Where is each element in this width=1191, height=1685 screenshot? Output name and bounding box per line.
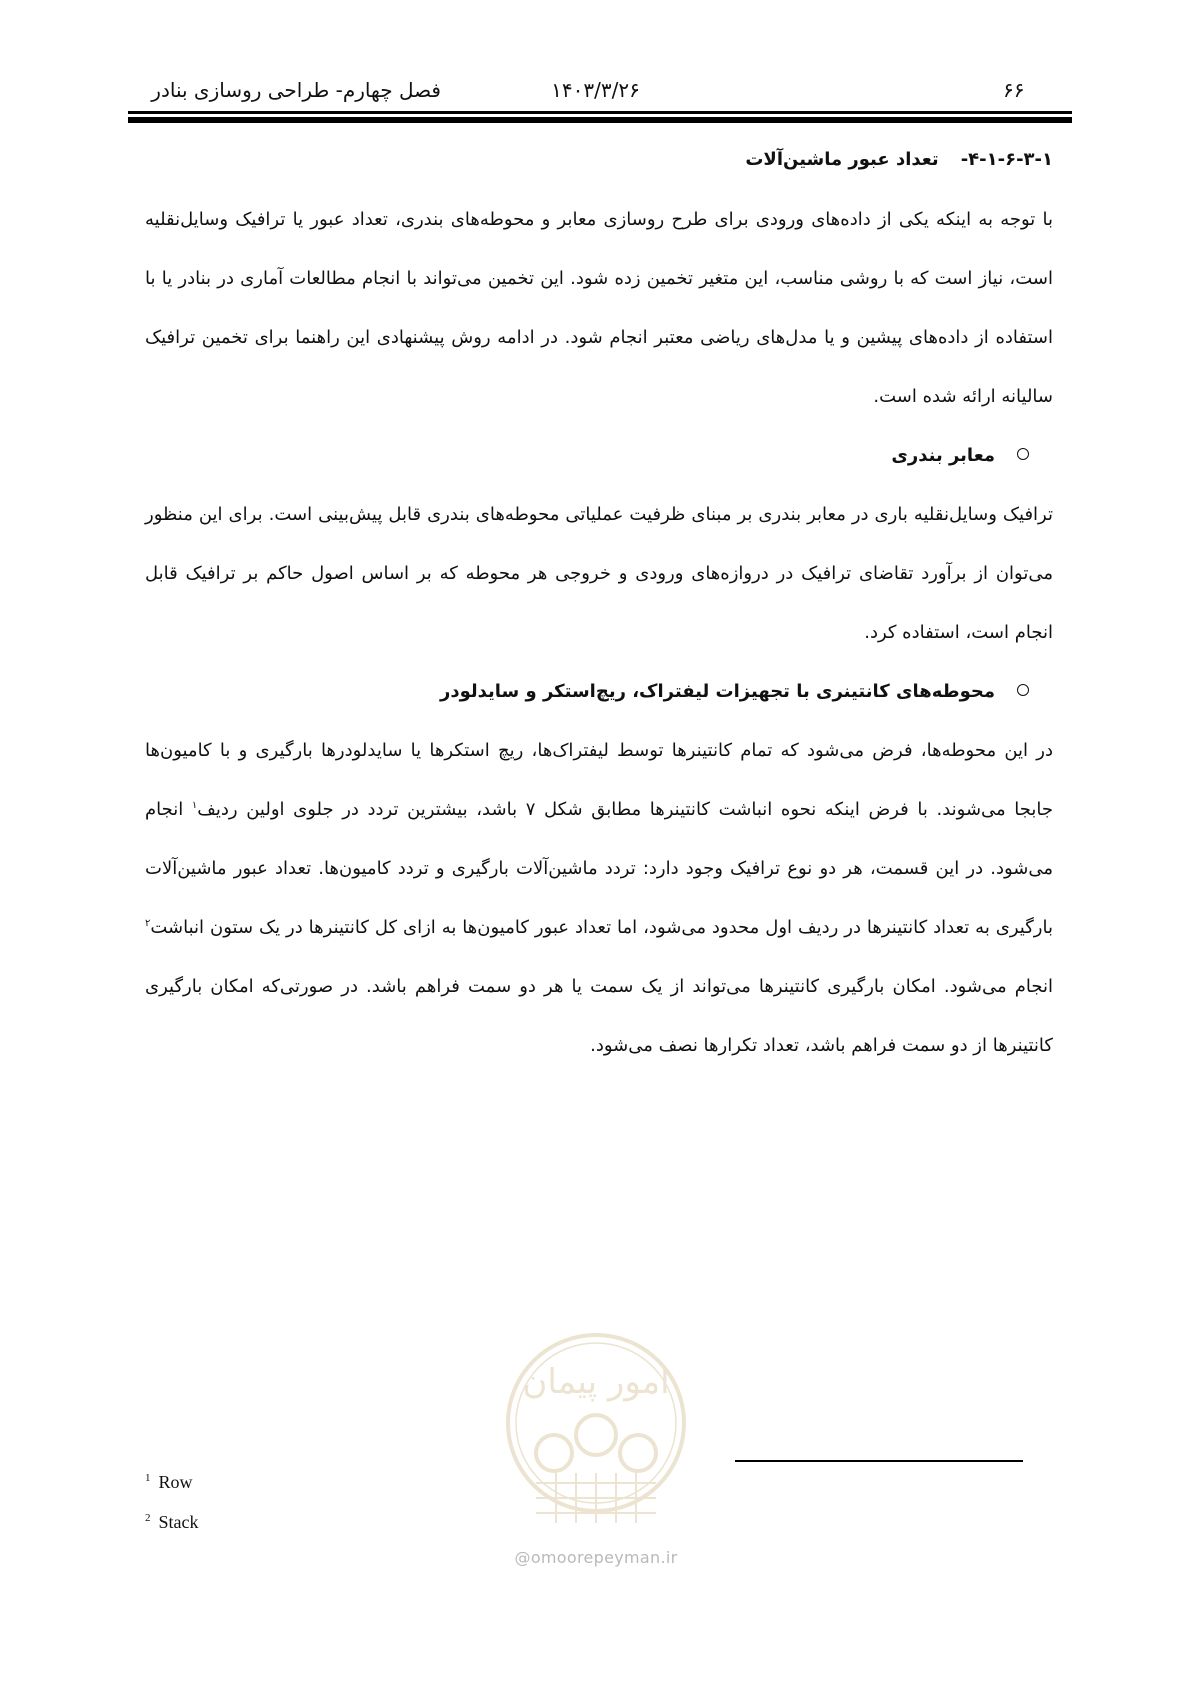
watermark-logo-icon	[496, 1323, 696, 1543]
header-page-number: ۶۶	[1003, 78, 1025, 102]
footnote-separator	[735, 1460, 1023, 1462]
body-content	[145, 142, 1053, 1075]
paragraph-text: انجام می‌شود. امکان بارگیری کانتینرها می‌تواند از یک سمت یا هر دو سمت فراهم باشد. در صورتی‌که امکان بارگیری کانتینرها از دو سمت فراهم باشد، تعداد تکرارها نصف می‌شود.	[145, 976, 1053, 1056]
bullet-title: معابر بندری	[891, 445, 995, 466]
header-rule-thin	[128, 111, 1072, 114]
bullet-container-yards	[145, 663, 1053, 721]
section-heading	[145, 142, 1053, 178]
paragraph-text: در این محوطه‌ها، فرض می‌شود که تمام کانتینرها توسط لیفتراک‌ها، ریچ استکرها یا سایدلودرها بارگیری و با کامیون‌ها جابجا می‌شوند. با فرض اینکه نحوه انباشت کانتینرها مطابق شکل ۷ باشد، بیشترین تردد در جلوی اولین ردیف	[145, 740, 1054, 820]
footnote-ref: ۱	[191, 800, 198, 811]
footnote-2	[145, 1510, 199, 1534]
bullet-title: محوطه‌های کانتینری با تجهیزات لیفتراک، ریچ‌استکر و سایدلودر	[439, 681, 995, 702]
circle-bullet-icon	[1017, 684, 1029, 696]
footnote-1	[145, 1470, 193, 1494]
header-rule-thick	[128, 117, 1072, 123]
footnote-ref: ۲	[145, 918, 151, 929]
header-chapter-title: فصل چهارم- طراحی روسازی بنادر	[151, 78, 441, 102]
bullet-ports-roads	[145, 427, 1053, 485]
footnote-mark: 1	[145, 1472, 151, 1484]
footnote-mark: 2	[145, 1512, 151, 1524]
circle-bullet-icon	[1017, 448, 1029, 460]
footnote-text: Stack	[158, 1512, 199, 1532]
watermark-logo-text: امور پیمان	[522, 1362, 670, 1402]
paragraph-text: انجام می‌شود. در این قسمت، هر دو نوع ترافیک وجود دارد: تردد ماشین‌آلات بارگیری و تردد کامیون‌ها. تعداد عبور ماشین‌آلات بارگیری به تعداد کانتینرها در ردیف اول محدود می‌شود، اما تعداد عبور کامیون‌ها به ازای کل کانتینرها در یک ستون انباشت	[145, 799, 1053, 938]
section-title: تعداد عبور ماشین‌آلات	[745, 149, 939, 170]
header-date: ۱۴۰۳/۳/۲۶	[551, 78, 640, 102]
footnote-text: Row	[158, 1472, 193, 1492]
section-number: ۴-۱-۶-۳-۱-	[960, 149, 1053, 170]
ports-roads-paragraph: ترافیک وسایل‌نقلیه باری در معابر بندری بر مبنای ظرفیت عملیاتی محوطه‌های بندری قابل پیش‌بینی است. برای این منظور می‌توان از برآورد تقاضای ترافیک در دروازه‌های ورودی و خروجی هر محوطه که بر اساس اصول حاکم بر ترافیک قابل انجام است، استفاده کرد.	[145, 504, 1053, 643]
intro-paragraph: با توجه به اینکه یکی از داده‌های ورودی برای طرح روسازی معابر و محوطه‌های بندری، تعداد عبور یا ترافیک وسایل‌نقلیه است، نیاز است که با روشی مناسب، این متغیر تخمین زده شود. این تخمین می‌تواند با انجام مطالعات آماری در بنادر یا با استفاده از داده‌های پیشین و یا مدل‌های ریاضی معتبر انجام شود. در ادامه روش پیشنهادی این راهنما برای تخمین ترافیک سالیانه ارائه شده است.	[145, 209, 1053, 407]
container-yards-paragraph	[145, 721, 1053, 1075]
watermark-text: @omoorepeyman.ir	[514, 1548, 678, 1567]
